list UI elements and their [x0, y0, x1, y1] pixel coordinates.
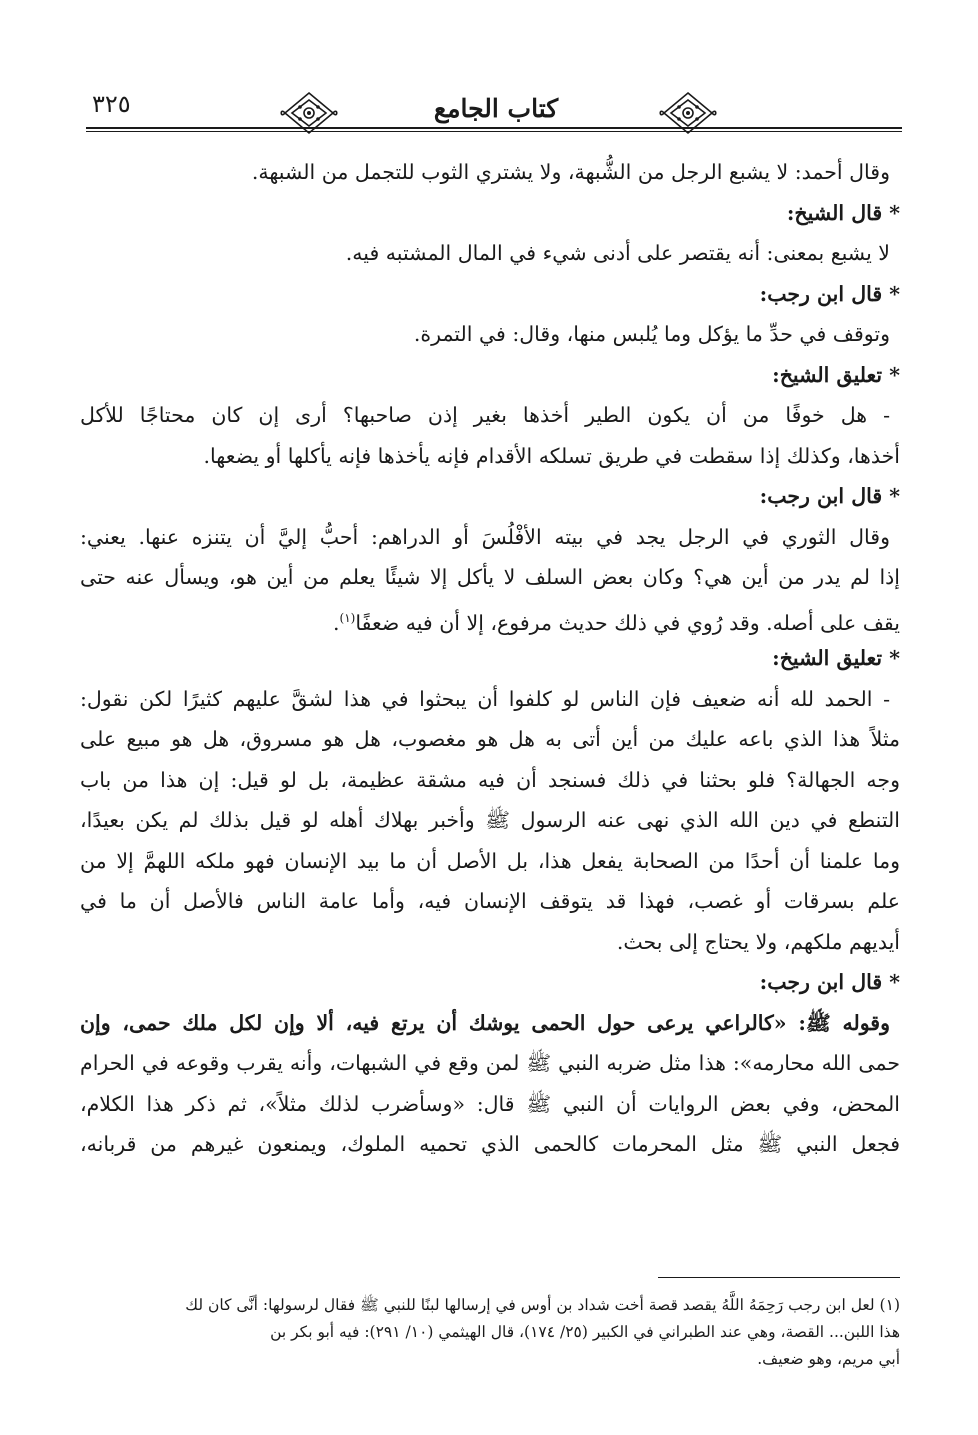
- main-text: [80, 152, 900, 1165]
- footnote-separator: [658, 1277, 900, 1278]
- text-line: وقال أحمد: لا يشبع الرجل من الشُّبهة، ولا يشتري الثوب للتجمل من الشبهة.: [251, 160, 890, 184]
- text-line: - هل خوفًا من أن يكون الطير أخذها بغير إذن صاحبها؟ أرى إن كان محتاجًا للأكل: [80, 403, 890, 427]
- floral-ornament-icon: [659, 90, 717, 136]
- text-line: - الحمد لله أنه ضعيف فإن الناس لو كلفوا أن يبحثوا في هذا لشقَّ عليهم كثيرًا لكن نقول:: [80, 686, 890, 711]
- section-heading: * قال ابن رجب:: [759, 281, 900, 306]
- text-line: يقف على أصله. وقد رُوي في ذلك حديث مرفوع، إلا أن فيه ضعفًا: [355, 610, 900, 635]
- text-line: فجعل النبي ﷺ مثل المحرمات كالحمى الذي تحميه الملوك، ويمنعون غيرهم من قربانه،: [80, 1132, 900, 1156]
- book-title: كتاب الجامع: [433, 94, 559, 123]
- text-line: التنطع في دين الله الذي نهى عنه الرسول ﷺ وأخبر بهلاك أهله لو قيل بذلك لم يكن بعيدًا،: [80, 808, 900, 832]
- page-number: ٣٢٥: [92, 90, 131, 118]
- section-heading: * قال ابن رجب:: [759, 484, 900, 508]
- text-line-with-footnote: يقف على أصله. وقد رُوي في ذلك حديث مرفوع، إلا أن فيه ضعفًا$^{(١)}$.: [332, 610, 900, 635]
- footnotes: [80, 1292, 900, 1373]
- header-rule: [86, 127, 902, 129]
- hadith-line: وقوله ﷺ: «كالراعي يرعى حول الحمى يوشك أن يرتع فيه، ألا وإن لكل ملك حمى، وإن: [80, 1010, 890, 1035]
- header-rule-thin: [86, 131, 902, 132]
- text-line: وما علمنا أن أحدًا من الصحابة يفعل هذا، بل الأصل أن ما بيد الإنسان فهو ملكه اللهمَّ إلا من: [80, 848, 900, 873]
- text-line: علم بسرقات أو غصب، فهذا قد يتوقف الإنسان فيه، وأما عامة الناس فالأصل أن ما في: [80, 889, 900, 913]
- floral-ornament-icon: [280, 90, 338, 136]
- text-line: لا يشبع بمعنى: أنه يقتصر على أدنى شيء في المال المشتبه فيه.: [345, 241, 890, 265]
- text-line: وتوقف في حدِّ ما يؤكل وما يُلبس منها، وقال: في التمرة.: [413, 322, 890, 346]
- text-line: حمى الله محارمه»: هذا مثل ضربه النبي ﷺ لمن وقع في الشبهات، وأنه يقرب وقوعه في الحرام: [80, 1051, 900, 1075]
- section-heading: * قال الشيخ:: [786, 200, 900, 225]
- text-line: أخذها، وكذلك إذا سقطت في طريق تسلكه الأقدام فإنه يأخذها فإنه يأكلها أو يضعها.: [203, 443, 900, 468]
- section-heading: * تعليق الشيخ:: [772, 646, 900, 670]
- footnote-ref: (١): [339, 610, 356, 625]
- text-line: إذا لم يدر من أين هي؟ وكان بعض السلف لا يأكل إلا شيئًا يعلم من أين هو، ويسأل عنه حتى: [80, 565, 900, 589]
- section-heading: * تعليق الشيخ:: [772, 362, 900, 387]
- text-line: المحض، وفي بعض الروايات أن النبي ﷺ قال: «وسأضرب لذلك مثلاً»، ثم ذكر هذا الكلام،: [80, 1091, 900, 1116]
- page-header: [86, 88, 902, 140]
- text-line: مثلاً هذا الذي باعه عليك من أين أتى به هل هو مغصوب، هل هو مسروق، هل هو مبيع على: [80, 727, 900, 751]
- section-heading: * قال ابن رجب:: [759, 970, 900, 994]
- text-line: أيديهم ملكهم، ولا يحتاج إلى بحث.: [616, 929, 900, 954]
- text-line: وجه الجهالة؟ فلو بحثنا في ذلك فسنجد أن فيه مشقة عظيمة، بل لو قيل: إن هذا من باب: [80, 767, 900, 792]
- text-line: وقال الثوري في الرجل يجد في بيته الأفْلُسَ أو الدراهم: أحبُّ إليَّ أن يتنزه عنها. يعني:: [80, 524, 890, 549]
- footnote-line: أبي مريم، وهو ضعيف.: [757, 1350, 900, 1368]
- footnote-line: هذا اللبن... القصة، وهي عند الطبراني في الكبير (٢٥/ ١٧٤)، قال الهيثمي (١٠/ ٢٩١): فيه أبو بكر بن: [270, 1323, 900, 1341]
- footnote-line: (١) لعل ابن رجب رَحِمَهُ اللَّهُ يقصد قصة أخت شداد بن أوس في إرسالها لبنًا للنبي ﷺ فقال لرسولها: أنَّى كان لك: [185, 1296, 900, 1314]
